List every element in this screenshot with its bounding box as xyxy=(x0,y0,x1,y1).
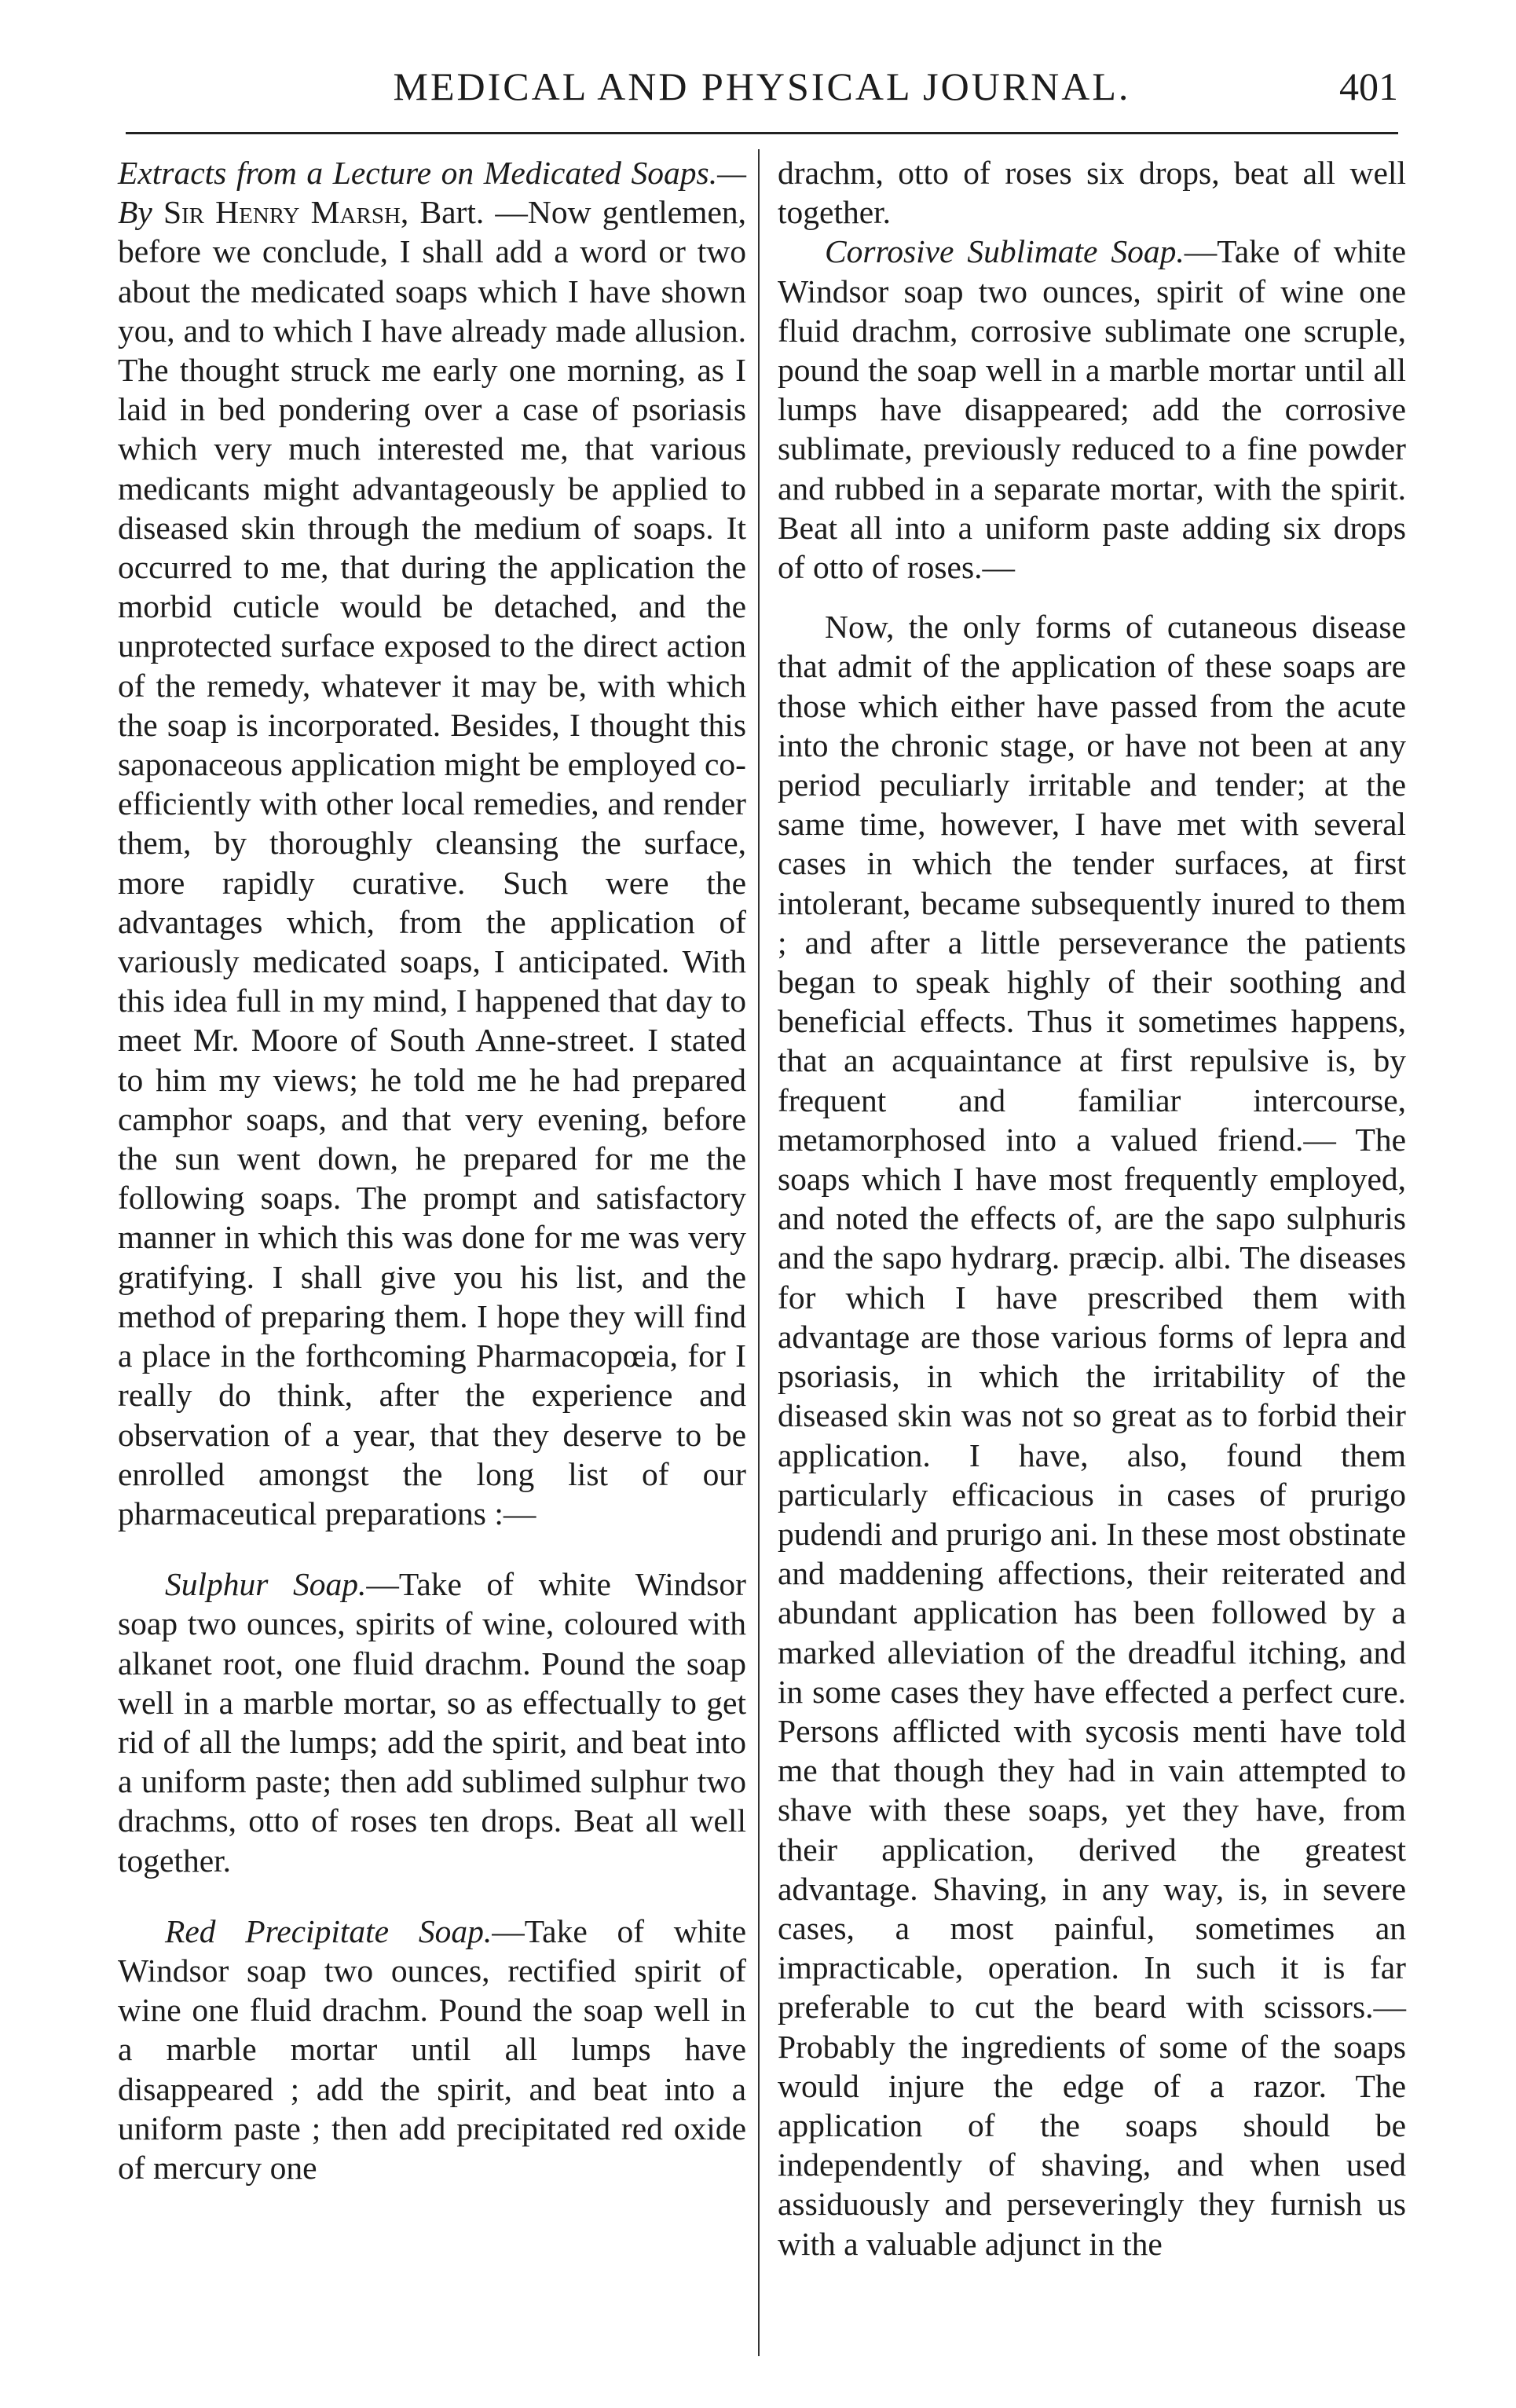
corrosive-sublimate-soap-text: —Take of white Windsor soap two ounces, spirit of wine one fluid drachm, corrosive sublimate one scruple, pound the soap well in a marble mortar until all lumps have disappeared; add the corrosive sublimate, previously reduced to a fine powder and rubbed in a separate mortar, with the spirit. Beat all into a uniform paste adding six drops of otto of roses.— xyxy=(778,233,1406,586)
red-precipitate-soap-paragraph xyxy=(118,1912,746,2187)
corrosive-sublimate-soap-paragraph xyxy=(778,232,1406,587)
lecture-author: Sir Henry Marsh, xyxy=(163,194,409,231)
right-column xyxy=(778,153,1406,2263)
lecture-text: —Now gentlemen, before we conclude, I shall add a word or two about the medicated soaps which I have shown you, and to which I have already made allusion. The thought struck me early one morning, as I laid in bed pondering over a case of psoriasis which very much interested me, that various medicants might advantageously be applied to diseased skin through the medium of soaps. It occurred to me, that during the application the morbid cuticle would be detached, and the unprotected surface exposed to the direct action of the remedy, whatever it may be, with which the soap is incorporated. Besides, I thought this saponaceous application might be employed co-efficiently with other local remedies, and render them, by thoroughly cleansing the surface, more rapidly curative. Such were the advantages which, from the application of variously medicated soaps, I anticipated. With this idea full in my mind, I happened that day to meet Mr. Moore of South Anne-street. I stated to him my views; he told me he had prepared camphor soaps, and that very evening, before the sun went down, he prepared for me the following soaps. The prompt and satisfactory manner in which this was done for me was very gratifying. I shall give you his list, and the method of preparing them. I hope they will find a place in the forthcoming Pharmacopœia, for I really do think, after the experience and observation of a year, that they deserve to be enrolled amongst the long list of our pharmaceutical preparations :— xyxy=(118,194,746,1532)
sulphur-soap-title: Sulphur Soap. xyxy=(165,1566,367,1603)
left-column xyxy=(118,153,746,2187)
lecture-author-suffix: Bart. xyxy=(408,194,485,231)
corrosive-sublimate-soap-title: Corrosive Sublimate Soap. xyxy=(825,233,1185,270)
lecture-title: Extracts from a Lecture on Medicated Soaps. xyxy=(118,155,718,191)
continuation-paragraph: drachm, otto of roses six drops, beat all well together. xyxy=(778,155,1406,231)
red-precipitate-soap-title: Red Precipitate Soap. xyxy=(165,1912,493,1949)
lecture-by: —By xyxy=(118,155,746,231)
lecture-paragraph xyxy=(118,153,746,1533)
sulphur-soap-text: —Take of white Windsor soap two ounces, spirits of wine, coloured with alkanet root, one fluid drachm. Pound the soap well in a marble mortar, so as effectually to get rid of all the lumps; add the spirit, and beat into a uniform paste; then add sublimed sulphur two drachms, otto of roses ten drops. Beat all well together. xyxy=(118,1566,746,1879)
sulphur-soap-paragraph xyxy=(118,1564,746,1880)
red-precipitate-soap-text: —Take of white Windsor soap two ounces, rectified spirit of wine one fluid drachm. Pound the soap well in a marble mortar until all lumps have disappeared ; add the spirit, and beat into a uniform paste ; then add precipitated red oxide of mercury one xyxy=(118,1912,747,2186)
discussion-paragraph: Now, the only forms of cutaneous disease that admit of the application of these soaps are those which either have passed from the acute into the chronic stage, or have not been at any period peculiarly irritable and tender; at the same time, however, I have met with several cases in which the tender surfaces, at first intolerant, became subsequently inured to them ; and after a little perseverance the patients began to speak highly of their soothing and beneficial effects. Thus it sometimes happens, that an acquaintance at first repulsive is, by frequent and familiar intercourse, metamorphosed into a valued friend.— The soaps which I have most frequently employed, and noted the effects of, are the sapo sulphuris and the sapo hydrarg. præcip. albi. The diseases for which I have prescribed them with advantage are those various forms of lepra and psoriasis, in which the irritability of the diseased skin was not so great as to forbid their application. I have, also, found them particularly efficacious in cases of prurigo pudendi and prurigo ani. In these most obstinate and maddening affections, their reiterated and abundant application has been followed by a marked alleviation of the dreadful itching, and in some cases they have effected a perfect cure. Persons afflicted with sycosis menti have told me that though they had in vain attempted to shave with these soaps, yet they have, from their application, derived the greatest advantage. Shaving, in any way, is, in severe cases, a most painful, sometimes an impracticable, operation. In such it is far preferable to cut the beard with scissors.— Probably the ingredients of some of the soaps would injure the edge of a razor. The application of the soaps should be independently of shaving, and when used assiduously and perseveringly they furnish us with a valuable adjunct in the xyxy=(778,609,1406,2262)
running-head xyxy=(126,55,1398,134)
page-number: 401 xyxy=(1339,64,1398,108)
header-rule xyxy=(126,132,1398,134)
running-title: MEDICAL AND PHYSICAL JOURNAL. xyxy=(393,64,1131,108)
column-rule xyxy=(758,149,760,2356)
